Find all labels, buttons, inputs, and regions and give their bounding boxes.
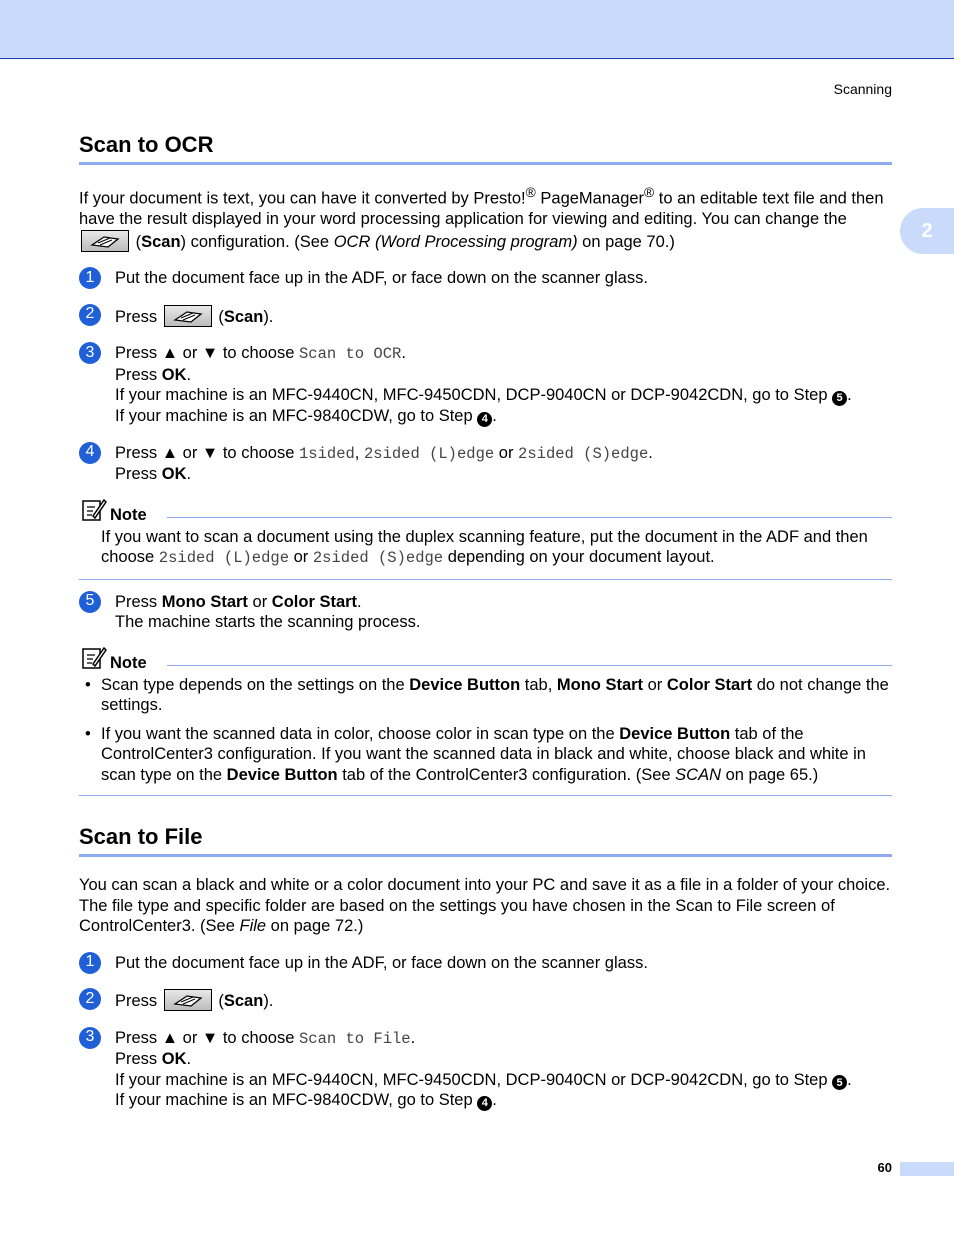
step-ref-icon: 4 <box>477 1096 492 1111</box>
ocr-step-4: 4 Press ▲ or ▼ to choose 1sided, 2sided (L)edge or 2sided (S)edge. Press OK. <box>79 443 892 485</box>
file-intro: You can scan a black and white or a color document into your PC and save it as a file in a folder of your choice. The file type and specific folder are based on the settings you have chosen in the Scan to File screen of ControlCenter3. (See File on page 72.) <box>79 876 891 935</box>
ocr-step-2: 2 Press (Scan). <box>79 305 892 328</box>
scan-button-icon <box>164 305 212 327</box>
step-number-icon: 1 <box>79 267 101 289</box>
footer-bar <box>900 1162 954 1176</box>
note-header: Note <box>79 503 892 527</box>
section-title-scan-to-file: Scan to File <box>79 824 892 857</box>
section-title-scan-to-ocr: Scan to OCR <box>79 132 892 165</box>
step-number-icon: 2 <box>79 988 101 1010</box>
step-number-icon: 3 <box>79 1027 101 1049</box>
note-1-body: If you want to scan a document using the duplex scanning feature, put the document in the ADF and then choose 2sided (L)edge or 2sided (S)edge depending on your document layout. <box>101 527 868 567</box>
note-pencil-icon <box>81 645 107 671</box>
step-ref-icon: 5 <box>832 1075 847 1090</box>
ocr-intro: If your document is text, you can have it converted by Presto!® PageManager® to an editable text file and then have the result displayed in your word processing application for viewing and editing. You can change the (Scan) configuration. (See OCR (Word Processing program) on page 70.) <box>79 185 884 251</box>
page-number: 60 <box>877 1160 892 1175</box>
step-ref-icon: 4 <box>477 412 492 427</box>
file-step-3: 3 Press ▲ or ▼ to choose Scan to File. Press OK. If your machine is an MFC-9440CN, MFC-9450CDN, DCP-9040CN or DCP-9042CDN, go to Step 5 . If your machine is an MFC-9840CDW, go to Step 4 . <box>79 1028 892 1112</box>
file-step-2: 2 Press (Scan). <box>79 989 892 1012</box>
scan-button-icon <box>164 989 212 1011</box>
scan-button-icon <box>81 230 129 252</box>
ocr-step-3: 3 Press ▲ or ▼ to choose Scan to OCR. Press OK. If your machine is an MFC-9440CN, MFC-9450CDN, DCP-9040CN or DCP-9042CDN, go to Step 5 . If your machine is an MFC-9840CDW, go to Step 4 . <box>79 343 892 427</box>
ocr-step-5: 5 Press Mono Start or Color Start. The machine starts the scanning process. <box>79 592 892 633</box>
note-2-bullet-1: • Scan type depends on the settings on the Device Button tab, Mono Start or Color Start do not change the settings. <box>79 675 892 716</box>
step-number-icon: 1 <box>79 952 101 974</box>
chapter-tab: 2 <box>900 208 954 254</box>
note-2-bullet-2: • If you want the scanned data in color, choose color in scan type on the Device Button tab of the ControlCenter3 configuration. If you want the scanned data in black and white, choose black and white in scan type on the Device Button tab of the ControlCenter3 configuration. (See SCAN on page 65.) <box>79 724 892 786</box>
note-end-line <box>79 795 892 796</box>
note-pencil-icon <box>81 497 107 523</box>
step-number-icon: 3 <box>79 342 101 364</box>
step-ref-icon: 5 <box>832 391 847 406</box>
top-bar <box>0 0 954 59</box>
step-number-icon: 4 <box>79 442 101 464</box>
running-header: Scanning <box>833 81 892 97</box>
ocr-step-1: 1 Put the document face up in the ADF, or face down on the scanner glass. <box>79 268 892 289</box>
file-step-1: 1 Put the document face up in the ADF, or face down on the scanner glass. <box>79 953 892 974</box>
note-end-line <box>79 579 892 580</box>
step-number-icon: 5 <box>79 591 101 613</box>
page-content <box>79 132 892 1111</box>
note-header: Note <box>79 651 892 675</box>
step-number-icon: 2 <box>79 304 101 326</box>
